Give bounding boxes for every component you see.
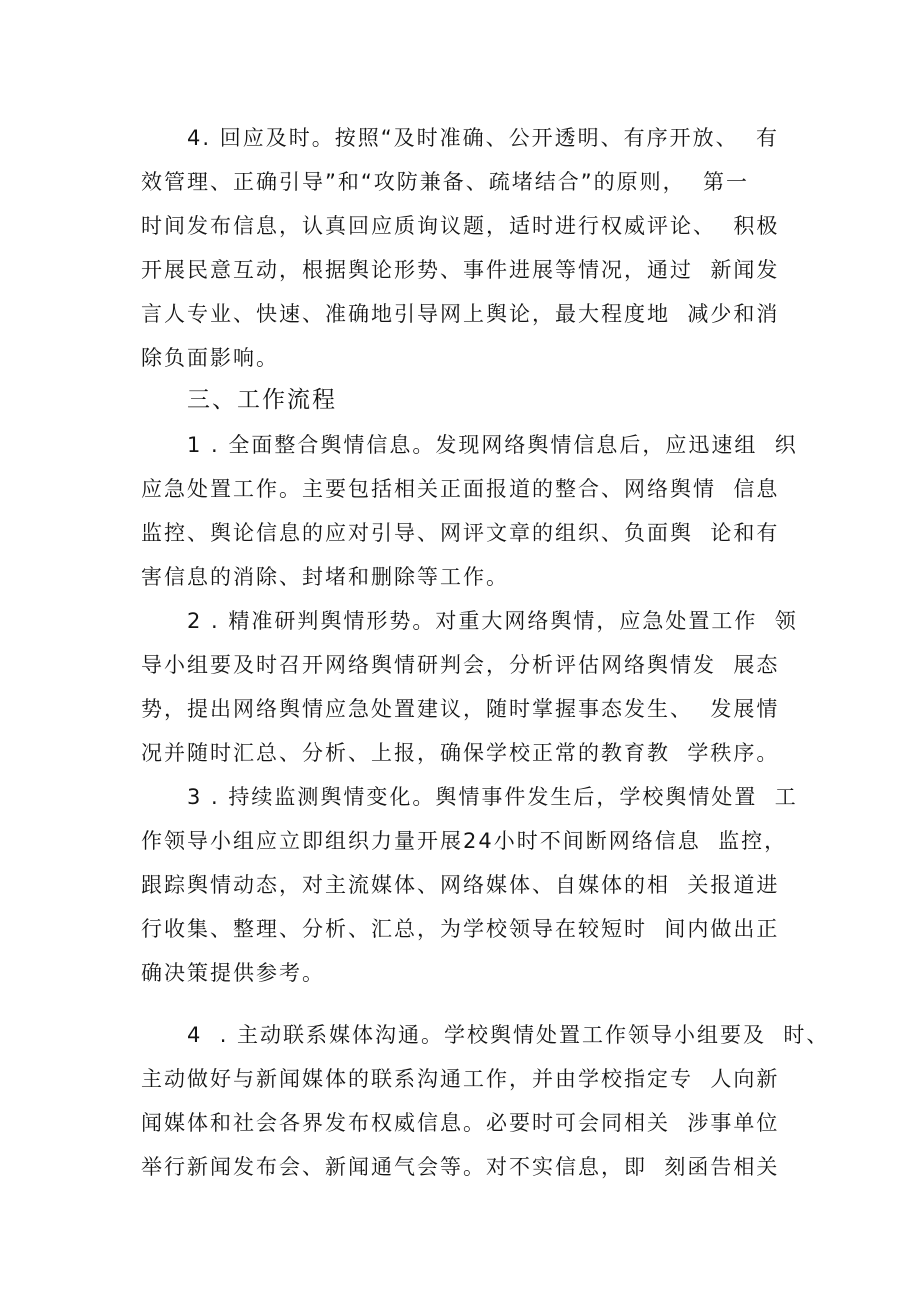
paragraph-line: 主动做好与新闻媒体的联系沟通工作，并由学校指定专 人向新 xyxy=(141,1067,780,1091)
paragraph-line: 害信息的消除、封堵和删除等工作。 xyxy=(141,565,509,589)
section-heading: 三、工作流程 xyxy=(187,387,337,413)
paragraph-line: 势，提出网络舆情应急处置建议，随时掌握事态发生、 发展情 xyxy=(141,697,780,721)
paragraph-line: 除负面影响。 xyxy=(141,346,279,370)
paragraph-line: 况并随时汇总、分析、上报，确保学校正常的教育教 学秩序。 xyxy=(141,741,780,765)
paragraph-line: 举行新闻发布会、新闻通气会等。对不实信息，即 刻函告相关 xyxy=(141,1155,780,1179)
paragraph-line: 导小组要及时召开网络舆情研判会，分析评估网络舆情发 展态 xyxy=(141,653,780,677)
paragraph-line: 4. 回应及时。按照“及时准确、公开透明、有序开放、 有 xyxy=(187,126,779,150)
paragraph-line: 开展民意互动，根据舆论形势、事件进展等情况，通过 新闻发 xyxy=(141,258,780,282)
paragraph-line: 行收集、整理、分析、汇总，为学校领导在较短时 间内做出正 xyxy=(141,917,780,941)
paragraph-line: 监控、舆论信息的应对引导、网评文章的组织、负面舆 论和有 xyxy=(141,521,780,545)
paragraph-line: 确决策提供参考。 xyxy=(141,961,325,985)
paragraph-line: 时间发布信息，认真回应质询议题，适时进行权威评论、 积极 xyxy=(141,214,780,238)
paragraph-line: 效管理、正确引导”和“攻防兼备、疏堵结合”的原则， 第一 xyxy=(141,170,749,194)
paragraph-line: 作领导小组应立即组织力量开展24小时不间断网络信息 监控， xyxy=(141,829,788,853)
paragraph-line: 跟踪舆情动态，对主流媒体、网络媒体、自媒体的相 关报道进 xyxy=(141,873,780,897)
paragraph-line: 1 . 全面整合舆情信息。发现网络舆情信息后，应迅速组 织 xyxy=(187,433,798,457)
paragraph-line: 闻媒体和社会各界发布权威信息。必要时可会同相关 涉事单位 xyxy=(141,1111,780,1135)
paragraph-line: 2 . 精准研判舆情形势。对重大网络舆情，应急处置工作 领 xyxy=(187,609,798,633)
paragraph-line: 言人专业、快速、准确地引导网上舆论，最大程度地 减少和消 xyxy=(141,302,780,326)
paragraph-line: 3 . 持续监测舆情变化。舆情事件发生后，学校舆情处置 工 xyxy=(187,785,798,809)
paragraph-line: 应急处置工作。主要包括相关正面报道的整合、网络舆情 信息 xyxy=(141,477,780,501)
paragraph-line: 4 . 主动联系媒体沟通。学校舆情处置工作领导小组要及 时、 xyxy=(187,1023,830,1047)
